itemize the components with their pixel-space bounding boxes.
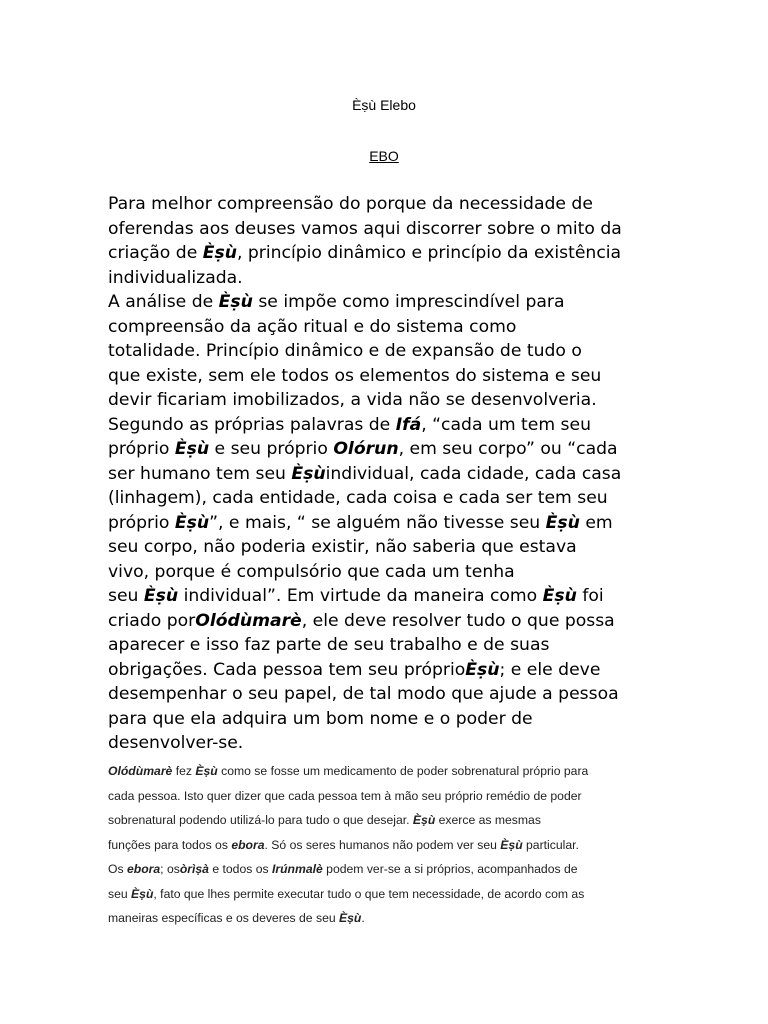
text-run: totalidade. Princípio dinâmico e de expansão de tudo o bbox=[108, 341, 582, 361]
body-line bbox=[108, 609, 688, 634]
emphasized-term: Ifá bbox=[395, 414, 422, 435]
text-run: seu corpo, não poderia existir, não saberia que estava bbox=[108, 537, 577, 557]
emphasized-term: Èṣù bbox=[174, 512, 210, 533]
emphasized-term: Èṣù bbox=[195, 764, 218, 778]
text-run: , “cada um tem seu bbox=[421, 414, 591, 435]
title-text: Èṣù Elebo bbox=[352, 97, 416, 113]
text-run: próprio bbox=[108, 439, 175, 459]
emphasized-term: Èṣù bbox=[465, 659, 500, 680]
text-run: podem ver-se a si próprios, acompanhados de bbox=[322, 862, 578, 876]
text-run: . Só os seres humanos não podem ver seu bbox=[264, 837, 501, 852]
body-line bbox=[108, 388, 688, 413]
text-run: foi bbox=[576, 586, 604, 606]
text-run: desenvolver-se. bbox=[108, 733, 244, 753]
text-run: ; e ele deve bbox=[499, 659, 601, 680]
emphasized-term: Èṣù bbox=[412, 813, 436, 827]
body-line bbox=[108, 315, 688, 340]
body-line bbox=[108, 707, 688, 732]
small-line bbox=[108, 906, 668, 931]
text-run: Os bbox=[108, 862, 127, 876]
small-line bbox=[108, 857, 668, 882]
text-run: (linhagem), cada entidade, cada coisa e cada ser tem seu bbox=[108, 488, 608, 508]
small-line bbox=[108, 833, 668, 858]
text-run: e todos os bbox=[208, 862, 272, 876]
body-line bbox=[108, 462, 688, 487]
text-run: como se fosse um medicamento de poder sobrenatural próprio para bbox=[217, 764, 589, 778]
text-run: sobrenatural podendo utilizá-lo para tudo o que desejar. bbox=[108, 813, 413, 827]
text-run: , ele deve resolver tudo o que possa bbox=[301, 610, 615, 631]
body-line bbox=[108, 413, 688, 438]
body-line bbox=[108, 560, 688, 585]
small-line bbox=[108, 808, 668, 833]
text-run: criação de bbox=[108, 243, 203, 263]
small-line bbox=[108, 784, 668, 809]
text-run: , princípio dinâmico e princípio da existência bbox=[236, 243, 622, 263]
body-line bbox=[108, 437, 688, 462]
text-run: e seu próprio bbox=[209, 439, 334, 459]
body-line bbox=[108, 658, 688, 683]
text-run: seu bbox=[108, 886, 132, 901]
text-run: , em seu corpo” ou “cada bbox=[398, 439, 618, 459]
emphasized-term: ebora bbox=[126, 862, 161, 876]
text-run: A análise de bbox=[108, 292, 219, 312]
text-run: maneiras específicas e os deveres de seu bbox=[108, 911, 340, 925]
small-line bbox=[108, 759, 668, 784]
text-run: fez bbox=[172, 764, 196, 778]
emphasized-term: Èṣù bbox=[339, 911, 362, 925]
text-run: exerce as mesmas bbox=[435, 813, 541, 827]
emphasized-term: Olódùmarè bbox=[195, 610, 302, 631]
text-run: cada pessoa. Isto quer dizer que cada pessoa tem à mão seu próprio remédio de poder bbox=[108, 788, 582, 803]
document-title bbox=[0, 96, 768, 114]
text-run: em bbox=[579, 512, 613, 533]
emphasized-term: Èṣù bbox=[291, 463, 326, 484]
document-subtitle: EBO bbox=[369, 148, 399, 164]
text-run: particular. bbox=[522, 837, 579, 852]
text-run: . bbox=[361, 911, 365, 925]
emphasized-term: Olódùmarè bbox=[108, 764, 173, 778]
text-run: , fato que lhes permite executar tudo o que tem necessidade, de acordo com as bbox=[153, 886, 585, 901]
body-line bbox=[108, 192, 688, 217]
text-run: Para melhor compreensão do porque da necessidade de bbox=[108, 194, 593, 214]
text-run: para que ela adquira um bom nome e o poder de bbox=[108, 708, 533, 729]
emphasized-term: Èṣù bbox=[202, 243, 237, 263]
body-line bbox=[108, 364, 688, 389]
text-run: Segundo as próprias palavras de bbox=[108, 414, 396, 435]
text-run: individual, cada cidade, cada casa bbox=[325, 463, 622, 484]
body-line bbox=[108, 682, 688, 707]
emphasized-term: ebora bbox=[231, 837, 265, 852]
body-line bbox=[108, 486, 688, 511]
text-run: obrigações. Cada pessoa tem seu próprio bbox=[108, 659, 466, 680]
text-run: seu bbox=[108, 586, 144, 606]
body-line bbox=[108, 633, 688, 658]
text-run: ser humano tem seu bbox=[108, 463, 292, 484]
text-run: que existe, sem ele todos os elementos do sistema e seu bbox=[108, 365, 602, 386]
body-line bbox=[108, 731, 688, 756]
small-line bbox=[108, 882, 668, 907]
text-run: se impõe como imprescindível para bbox=[252, 292, 565, 312]
emphasized-term: Èṣù bbox=[131, 886, 154, 901]
text-run: devir ficariam imobilizados, a vida não se desenvolveria. bbox=[108, 390, 597, 410]
text-run: ”, e mais, “ se alguém não tivesse seu bbox=[209, 512, 546, 533]
body-paragraphs bbox=[108, 192, 688, 756]
text-run: aparecer e isso faz parte de seu trabalho e de suas bbox=[108, 635, 550, 655]
text-run: vivo, porque é compulsório que cada um tenha bbox=[108, 561, 515, 582]
emphasized-term: Èṣù bbox=[174, 439, 210, 459]
body-line bbox=[108, 241, 688, 266]
emphasized-term: Èṣù bbox=[545, 512, 580, 533]
body-line bbox=[108, 511, 688, 536]
body-line bbox=[108, 584, 688, 609]
emphasized-term: Èṣù bbox=[542, 586, 577, 606]
emphasized-term: Èṣù bbox=[218, 292, 253, 312]
emphasized-term: Èṣù bbox=[500, 837, 523, 852]
text-run: individualizada. bbox=[108, 267, 243, 288]
text-run: desempenhar o seu papel, de tal modo que ajude a pessoa bbox=[108, 684, 619, 704]
text-run: individual”. Em virtude da maneira como bbox=[178, 586, 543, 606]
text-run: próprio bbox=[108, 512, 175, 533]
text-run: ; os bbox=[160, 862, 180, 876]
text-run: criado por bbox=[108, 610, 196, 631]
body-line bbox=[108, 339, 688, 364]
body-line bbox=[108, 217, 688, 242]
body-line bbox=[108, 266, 688, 291]
text-run: compreensão da ação ritual e do sistema como bbox=[108, 316, 517, 337]
emphasized-term: Irúnmalè bbox=[271, 862, 323, 876]
emphasized-term: òrìṣà bbox=[179, 862, 209, 876]
text-run: funções para todos os bbox=[108, 837, 232, 852]
small-paragraph bbox=[108, 759, 668, 931]
emphasized-term: Èṣù bbox=[143, 586, 179, 606]
body-line bbox=[108, 535, 688, 560]
text-run: oferendas aos deuses vamos aqui discorrer sobre o mito da bbox=[108, 218, 622, 239]
body-line bbox=[108, 290, 688, 315]
emphasized-term: Olórun bbox=[333, 439, 399, 459]
